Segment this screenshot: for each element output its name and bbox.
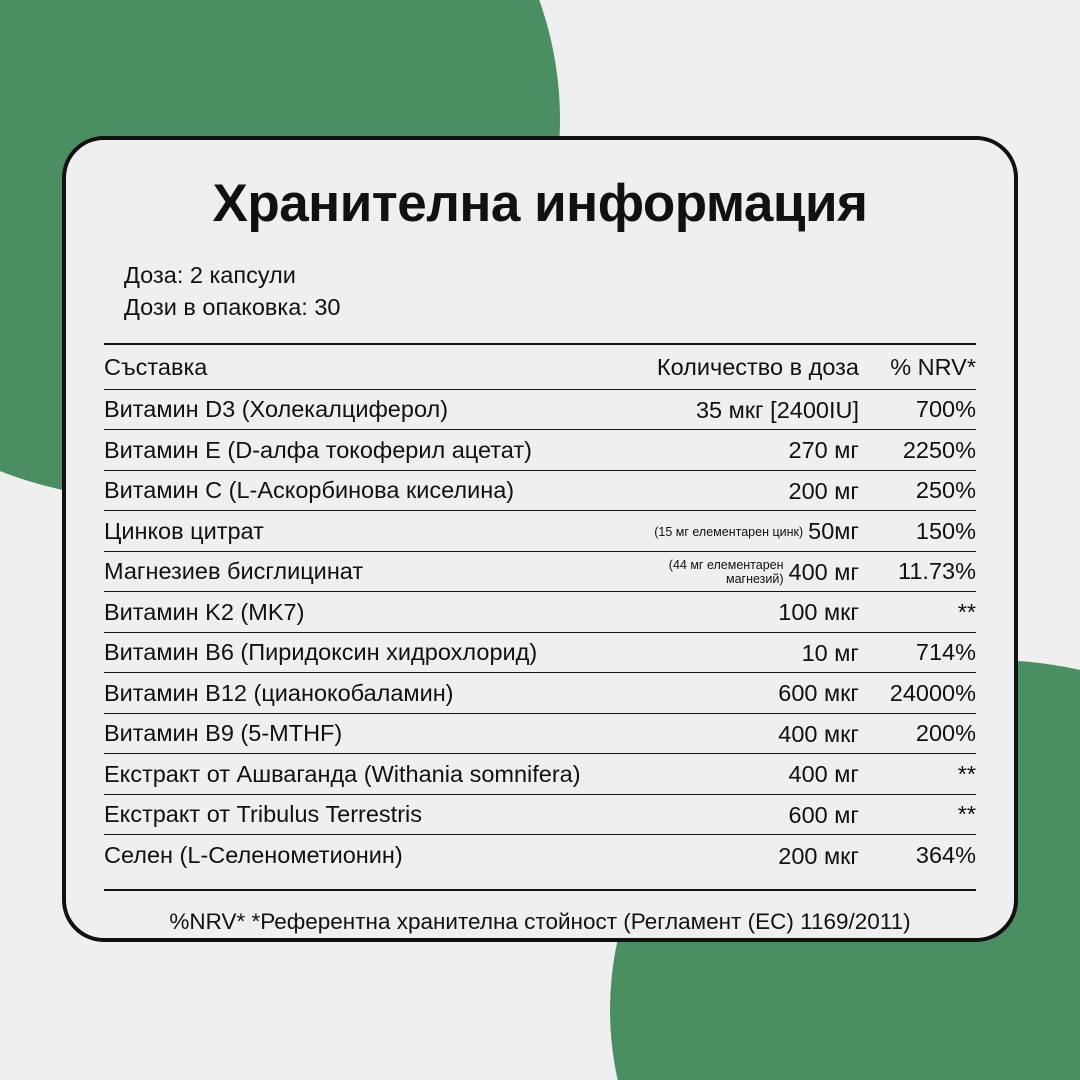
serving-info [124, 260, 1014, 323]
table-row [104, 551, 976, 592]
ingredient-nrv: 714% [869, 632, 976, 673]
ingredient-name: Витамин C (L-Аскорбинова киселина) [104, 470, 599, 511]
ingredient-amount-cell [599, 794, 869, 835]
ingredient-amount: 35 мкг [2400IU] [695, 396, 859, 423]
ingredient-amount-cell [599, 551, 869, 592]
ingredient-amount-cell [599, 713, 869, 754]
ingredient-name: Витамин B9 (5-MTHF) [104, 713, 599, 754]
servings-per-container: Дози в опаковка: 30 [124, 293, 341, 320]
ingredient-name: Витамин D3 (Холекалциферол) [104, 389, 599, 430]
ingredient-name: Екстракт от Tribulus Terrestris [104, 794, 599, 835]
table-row [104, 592, 976, 633]
ingredient-amount-cell [599, 632, 869, 673]
ingredient-amount-note: (44 мг елементарен магнезий) [668, 558, 784, 587]
table-row [104, 389, 976, 430]
ingredient-nrv: 364% [869, 835, 976, 876]
ingredient-amount: 400 мкг [778, 720, 859, 747]
table-row [104, 713, 976, 754]
table-bottom-rule [104, 889, 976, 891]
ingredient-name: Екстракт от Ашваганда (Withania somnifera) [104, 754, 599, 795]
ingredient-name: Витамин E (D-алфа токоферил ацетат) [104, 430, 599, 471]
header-nrv: % NRV* [890, 353, 976, 380]
ingredient-amount: 10 мг [801, 639, 859, 666]
ingredient-amount: 600 мкг [778, 680, 859, 707]
ingredient-name: Магнезиев бисглицинат [104, 551, 599, 592]
ingredient-amount: 600 мг [788, 801, 859, 828]
ingredient-nrv: 250% [869, 470, 976, 511]
ingredient-amount-cell [599, 754, 869, 795]
table-row [104, 754, 976, 795]
ingredient-nrv: ** [869, 794, 976, 835]
ingredient-nrv: 700% [869, 389, 976, 430]
ingredient-amount: 270 мг [788, 437, 859, 464]
ingredient-name: Витамин B6 (Пиридоксин хидрохлорид) [104, 632, 599, 673]
ingredient-nrv: 11.73% [869, 551, 976, 592]
ingredient-name: Цинков цитрат [104, 511, 599, 552]
table-row [104, 794, 976, 835]
ingredient-nrv: 200% [869, 713, 976, 754]
ingredient-name: Витамин B12 (цианокобаламин) [104, 673, 599, 714]
table-row [104, 673, 976, 714]
table-row [104, 511, 976, 552]
ingredient-nrv: ** [869, 754, 976, 795]
ingredient-amount: 100 мкг [778, 599, 859, 626]
table-row [104, 632, 976, 673]
ingredient-amount-cell [599, 470, 869, 511]
ingredient-name: Селен (L-Селенометионин) [104, 835, 599, 876]
ingredient-nrv: 24000% [869, 673, 976, 714]
nutrition-table [104, 343, 976, 875]
ingredient-nrv: 2250% [869, 430, 976, 471]
footnote: %NRV* *Референтна хранителна стойност (Регламент (ЕС) 1169/2011) [169, 909, 911, 935]
page-title: Хранителна информация [212, 174, 868, 233]
table-row [104, 430, 976, 471]
ingredient-amount: 200 мг [788, 477, 859, 504]
ingredient-nrv: 150% [869, 511, 976, 552]
table-header-row [104, 345, 976, 389]
table-row [104, 835, 976, 876]
serving-size: Доза: 2 капсули [124, 262, 296, 288]
ingredient-amount: 400 мг [788, 558, 859, 585]
ingredient-amount: 50мг [808, 518, 859, 545]
header-ingredient: Съставка [104, 353, 208, 380]
ingredient-amount-cell [599, 835, 869, 876]
ingredient-amount-note: (15 мг елементарен цинк) [654, 524, 804, 539]
ingredient-name: Витамин K2 (MK7) [104, 592, 599, 633]
ingredient-amount-cell [599, 430, 869, 471]
ingredient-amount-cell [599, 511, 869, 552]
nutrition-card [62, 136, 1018, 942]
ingredient-amount-cell [599, 592, 869, 633]
ingredient-nrv: ** [869, 592, 976, 633]
ingredient-amount: 400 мг [788, 761, 859, 788]
ingredient-amount-cell [599, 389, 869, 430]
header-amount: Количество в доза [656, 353, 859, 380]
ingredient-amount: 200 мкг [778, 842, 859, 869]
ingredient-amount-cell [599, 673, 869, 714]
table-row [104, 470, 976, 511]
